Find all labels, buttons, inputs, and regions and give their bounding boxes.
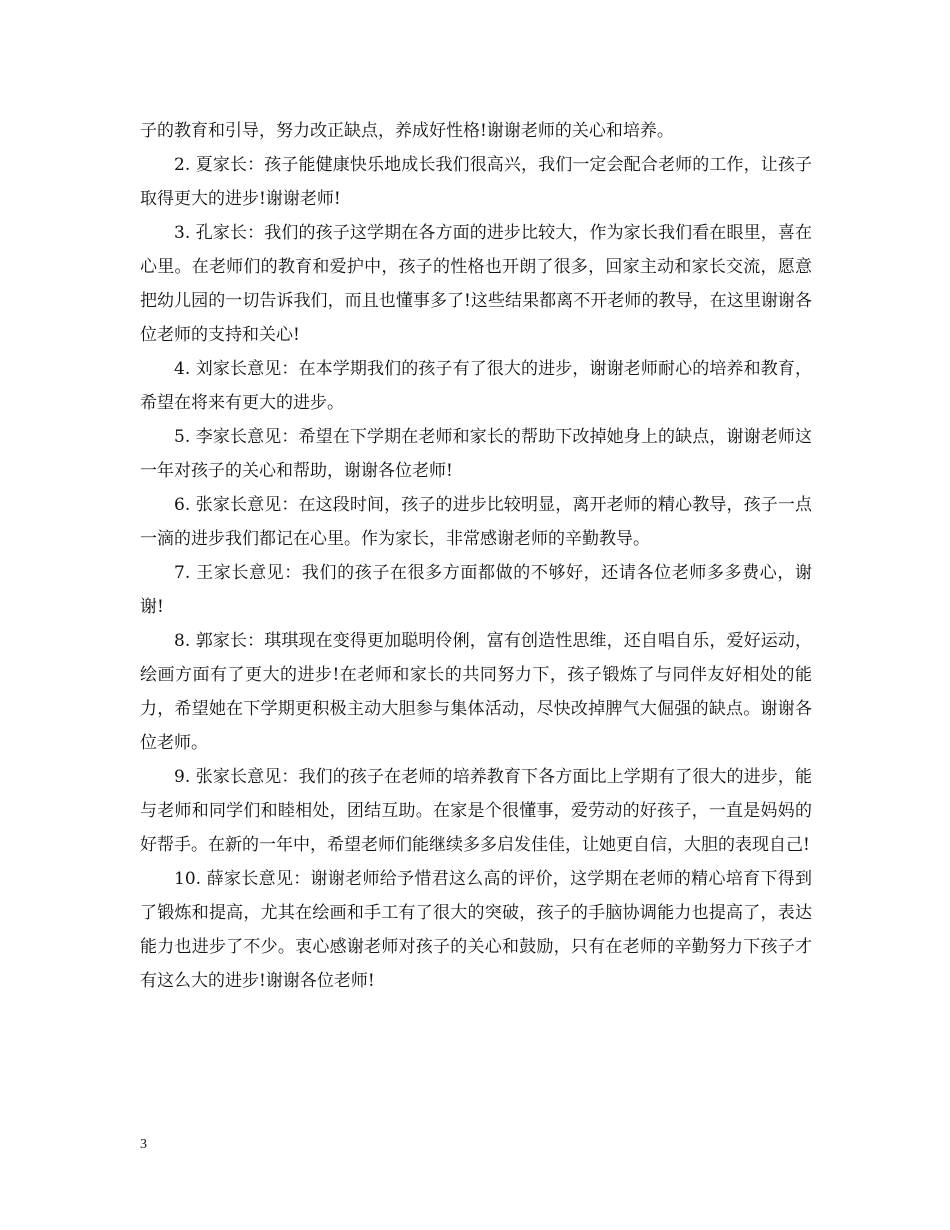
paragraph-item-9: 9. 张家长意见：我们的孩子在老师的培养教育下各方面比上学期有了很大的进步，能与老师和同学们和睦相处，团结互助。在家是个很懂事，爱劳动的好孩子，一直是妈妈的好帮手。在新的一年中，希望老师们能继续多多启发佳佳，让她更自信，大胆的表现自己! bbox=[140, 767, 812, 855]
document-body bbox=[140, 114, 812, 998]
paragraph-item-5: 5. 李家长意见：希望在下学期在老师和家长的帮助下改掉她身上的缺点，谢谢老师这一年对孩子的关心和帮助，谢谢各位老师! bbox=[140, 427, 812, 481]
paragraph-item-7: 7. 王家长意见：我们的孩子在很多方面都做的不够好，还请各位老师多多费心，谢谢! bbox=[140, 563, 812, 617]
paragraph-item-4: 4. 刘家长意见：在本学期我们的孩子有了很大的进步，谢谢老师耐心的培养和教育，希望在将来有更大的进步。 bbox=[140, 359, 812, 413]
paragraph-continuation: 子的教育和引导，努力改正缺点，养成好性格!谢谢老师的关心和培养。 bbox=[140, 121, 674, 141]
paragraph-item-10: 10. 薛家长意见：谢谢老师给予惜君这么高的评价，这学期在老师的精心培育下得到了锻炼和提高，尤其在绘画和手工有了很大的突破，孩子的手脑协调能力也提高了，表达能力也进步了不少。衷心感谢老师对孩子的关心和鼓励，只有在老师的辛勤努力下孩子才有这么大的进步!谢谢各位老师! bbox=[140, 869, 812, 991]
paragraph-item-8: 8. 郭家长：琪琪现在变得更加聪明伶俐，富有创造性思维，还自唱自乐，爱好运动，绘画方面有了更大的进步!在老师和家长的共同努力下，孩子锻炼了与同伴友好相处的能力，希望她在下学期更积极主动大胆参与集体活动，尽快改掉脾气大倔强的缺点。谢谢各位老师。 bbox=[140, 631, 812, 753]
paragraph-item-3: 3. 孔家长：我们的孩子这学期在各方面的进步比较大，作为家长我们看在眼里，喜在心里。在老师们的教育和爱护中，孩子的性格也开朗了很多，回家主动和家长交流，愿意把幼儿园的一切告诉我们，而且也懂事多了!这些结果都离不开老师的教导，在这里谢谢各位老师的支持和关心! bbox=[140, 223, 812, 345]
page-number: 3 bbox=[140, 1137, 147, 1152]
paragraph-item-6: 6. 张家长意见：在这段时间，孩子的进步比较明显，离开老师的精心教导，孩子一点一滴的进步我们都记在心里。作为家长，非常感谢老师的辛勤教导。 bbox=[140, 495, 812, 549]
paragraph-item-2: 2. 夏家长：孩子能健康快乐地成长我们很高兴，我们一定会配合老师的工作，让孩子取得更大的进步!谢谢老师! bbox=[140, 155, 812, 209]
